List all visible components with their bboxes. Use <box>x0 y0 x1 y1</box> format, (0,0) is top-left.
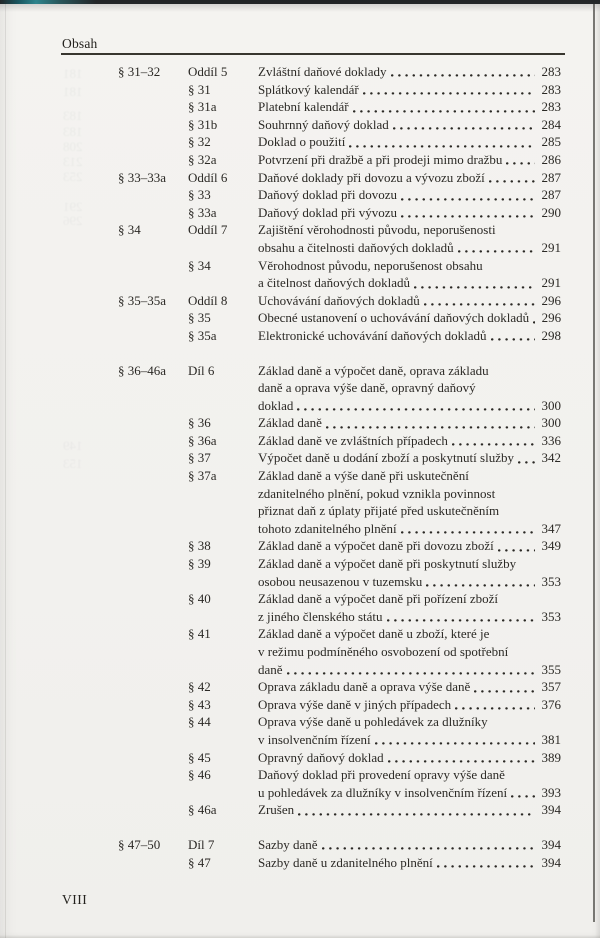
toc-title <box>258 362 561 415</box>
toc-section-range: § 47–50 <box>118 836 161 852</box>
toc-title-line <box>258 186 561 204</box>
toc-paragraph-label: § 44 <box>188 714 211 730</box>
toc-entry <box>118 625 561 678</box>
toc-title <box>258 537 561 555</box>
toc-title-text: Platební kalendář <box>258 99 349 115</box>
toc-paragraph-label: Díl 6 <box>188 362 215 378</box>
toc-title-text: Opravný daňový doklad <box>258 749 384 765</box>
scan-right-edge-outer <box>595 4 600 938</box>
toc-title <box>258 292 561 310</box>
toc-title <box>258 414 561 432</box>
toc-title <box>258 449 561 467</box>
toc-title-line <box>258 449 561 467</box>
dot-leader <box>387 619 535 622</box>
toc-title-line <box>258 221 561 239</box>
toc-entry <box>118 432 561 450</box>
toc-paragraph-label: § 31a <box>188 99 217 115</box>
toc-entry <box>118 98 561 116</box>
page-folio: VIII <box>62 892 88 907</box>
toc-paragraph-label: § 39 <box>188 556 211 572</box>
toc-paragraph-label: § 43 <box>188 696 211 712</box>
toc-title-text: Základ daně a výpočet daně u zboží, které je <box>258 626 490 642</box>
toc-paragraph-label: § 46a <box>188 802 217 818</box>
toc-entry <box>118 766 561 801</box>
toc-title <box>258 133 561 151</box>
toc-entry <box>118 696 561 714</box>
toc-title-line <box>258 98 561 116</box>
toc-title-line <box>258 309 561 327</box>
toc-title-text: Zvláštní daňové doklady <box>258 64 387 79</box>
toc-title-line <box>258 643 561 661</box>
bleedthrough-number: 181 <box>63 66 83 81</box>
toc-title-text: Doklad o použití <box>258 134 346 150</box>
toc-title-text: Uchovávání daňových dokladů <box>258 292 420 308</box>
toc-title-text: Daňový doklad při dovozu <box>258 187 398 203</box>
toc-title-line <box>258 749 561 767</box>
toc-paragraph-label: § 31 <box>188 81 211 97</box>
toc-page-number: 283 <box>541 99 561 115</box>
toc-entry <box>118 133 561 151</box>
toc-page-number: 285 <box>541 134 561 150</box>
toc-page-number: 283 <box>541 64 561 79</box>
toc-paragraph-label: § 37a <box>188 468 217 484</box>
toc-page-number: 296 <box>541 310 562 326</box>
toc-title-line <box>258 590 561 608</box>
toc-paragraph-label: § 33a <box>188 204 217 220</box>
toc-entry <box>118 151 561 169</box>
toc-section-range: § 36–46a <box>118 362 167 378</box>
toc-title <box>258 169 561 187</box>
toc-section-range: § 34 <box>118 222 141 238</box>
toc-entry <box>118 116 561 134</box>
toc-entry <box>118 362 561 415</box>
toc-title-line <box>258 502 561 520</box>
toc-title <box>258 327 561 345</box>
dot-leader <box>349 145 535 148</box>
toc-entry <box>118 186 561 204</box>
dot-leader <box>474 690 535 693</box>
toc-paragraph-label: Oddíl 5 <box>188 64 228 79</box>
dot-leader <box>506 162 535 165</box>
toc-paragraph-label: § 37 <box>188 450 211 466</box>
toc-paragraph-label: § 32a <box>188 151 217 167</box>
toc-title <box>258 766 561 801</box>
toc-title-text: Základ daně <box>258 415 322 431</box>
toc-entry <box>118 221 561 256</box>
dot-leader <box>393 127 535 130</box>
toc-title-line <box>258 555 561 573</box>
toc-title-line <box>258 169 561 187</box>
toc-page-number: 284 <box>541 116 561 132</box>
toc-title-line <box>258 116 561 134</box>
toc-entry <box>118 257 561 292</box>
toc-title-text: Základ daně a výpočet daně, oprava základu <box>258 362 489 378</box>
toc-title-line <box>258 731 561 749</box>
toc-title-text: a čitelnost daňových dokladů <box>258 275 410 291</box>
toc-title-text: Základ daně a výpočet daně při dovozu zboží <box>258 538 494 554</box>
toc-page-number: 290 <box>541 204 561 220</box>
toc-page-number: 336 <box>541 432 561 448</box>
toc-title-text: Oprava základu daně a oprava výše daně <box>258 679 471 695</box>
toc-page-number: 342 <box>541 450 561 466</box>
toc-title-line <box>258 239 561 257</box>
toc-entry <box>118 63 561 81</box>
toc-title <box>258 467 561 537</box>
toc-title <box>258 309 561 327</box>
toc-title-line <box>258 274 561 292</box>
toc-title-line <box>258 362 561 380</box>
toc-paragraph-label: § 42 <box>188 679 211 695</box>
toc-paragraph-label: § 31b <box>188 116 218 132</box>
dot-leader <box>401 531 535 534</box>
toc-entry <box>118 590 561 625</box>
toc-title <box>258 432 561 450</box>
toc-page-number: 376 <box>541 696 561 712</box>
bleedthrough-number: 291 <box>63 199 83 214</box>
toc-page-number: 381 <box>541 731 561 747</box>
toc-entry <box>118 801 561 819</box>
dot-leader <box>455 707 535 710</box>
toc-section-range: § 35–35a <box>118 292 167 308</box>
table-of-contents <box>118 63 561 871</box>
toc-title-line <box>258 397 561 415</box>
scan-left-edge <box>5 4 6 938</box>
toc-title-text: Zrušen <box>258 802 295 818</box>
toc-title-text: tohoto zdanitelného plnění <box>258 520 397 536</box>
toc-title-line <box>258 485 561 503</box>
toc-paragraph-label: § 36a <box>188 432 217 448</box>
toc-title <box>258 221 561 256</box>
toc-title-line <box>258 327 561 345</box>
scan-top-edge-shadow <box>0 4 600 12</box>
bleedthrough-number: 213 <box>63 154 83 169</box>
toc-entry <box>118 749 561 767</box>
toc-title-line <box>258 257 561 275</box>
dot-leader <box>326 426 535 429</box>
toc-title <box>258 749 561 767</box>
toc-title-text: Daňový doklad při provedení opravy výše daně <box>258 767 505 783</box>
toc-entry <box>118 537 561 555</box>
toc-title-text: Daňový doklad při vývozu <box>258 204 398 220</box>
toc-title-text: z jiného členského státu <box>258 608 383 624</box>
toc-title-line <box>258 625 561 643</box>
toc-page-number: 394 <box>541 836 561 852</box>
toc-title-text: doklad <box>258 397 294 413</box>
toc-title <box>258 555 561 590</box>
toc-title-text: Základ daně ve zvláštních případech <box>258 432 448 448</box>
bleedthrough-number: 253 <box>63 169 83 184</box>
toc-title-line <box>258 379 561 397</box>
toc-page-number: 300 <box>541 397 561 413</box>
toc-title <box>258 801 561 819</box>
toc-title-line <box>258 661 561 679</box>
running-head-rule <box>61 53 565 55</box>
toc-entry <box>118 309 561 327</box>
toc-title-line <box>258 573 561 591</box>
dot-leader <box>426 584 535 587</box>
bleedthrough-number: 183 <box>63 108 83 123</box>
toc-page-number: 347 <box>541 520 561 536</box>
dot-leader <box>414 286 535 289</box>
toc-page-number: 287 <box>541 169 561 185</box>
toc-title-text: Splátkový kalendář <box>258 81 359 97</box>
toc-title-line <box>258 696 561 714</box>
toc-title <box>258 696 561 714</box>
toc-title-line <box>258 608 561 626</box>
toc-title-line <box>258 766 561 784</box>
bleedthrough-number: 153 <box>63 456 83 471</box>
toc-title-line <box>258 151 561 169</box>
toc-title <box>258 590 561 625</box>
toc-title <box>258 625 561 678</box>
toc-title-line <box>258 713 561 731</box>
toc-title <box>258 854 561 872</box>
toc-entry <box>118 169 561 187</box>
dot-leader <box>458 250 535 253</box>
toc-entry <box>118 414 561 432</box>
toc-page-number: 389 <box>541 749 561 765</box>
bleedthrough-number: 181 <box>63 84 83 99</box>
toc-page-number: 349 <box>541 538 561 554</box>
toc-page-number: 287 <box>541 187 561 203</box>
dot-leader <box>437 865 535 868</box>
toc-paragraph-label: Oddíl 7 <box>188 222 228 238</box>
toc-title <box>258 63 561 81</box>
toc-title-text: Obecné ustanovení o uchovávání daňových dokladů <box>258 310 530 326</box>
running-head: Obsah <box>62 36 98 51</box>
toc-title-line <box>258 801 561 819</box>
toc-title <box>258 81 561 99</box>
toc-title-line <box>258 854 561 872</box>
toc-title-line <box>258 81 561 99</box>
toc-page-number: 394 <box>541 854 561 870</box>
toc-entry <box>118 713 561 748</box>
toc-title <box>258 257 561 292</box>
toc-entry <box>118 292 561 310</box>
toc-paragraph-label: § 45 <box>188 749 211 765</box>
toc-title-text: Základ daně a výše daně při uskutečnění <box>258 468 469 484</box>
toc-title-line <box>258 537 561 555</box>
bleedthrough-number: 296 <box>63 213 83 228</box>
toc-page-number: 283 <box>541 81 561 97</box>
dot-leader <box>511 795 535 798</box>
bleedthrough-number: 208 <box>63 139 83 154</box>
toc-title-text: v režimu podmíněného osvobození od spotřební <box>258 644 509 659</box>
dot-leader <box>322 847 535 850</box>
toc-title-line <box>258 204 561 222</box>
toc-page-number: 291 <box>541 275 561 291</box>
dot-leader <box>375 742 535 745</box>
toc-title-text: Sazby daně <box>258 836 318 852</box>
toc-title-text: obsahu a čitelnosti daňových dokladů <box>258 239 454 255</box>
toc-title <box>258 98 561 116</box>
toc-entry <box>118 327 561 345</box>
toc-title-text: daně <box>258 661 283 677</box>
bleedthrough-number: 183 <box>63 124 83 139</box>
toc-page-number: 353 <box>541 573 561 589</box>
toc-title-text: Oprava výše daně u pohledávek za dlužníky <box>258 714 488 730</box>
toc-entry <box>118 467 561 537</box>
toc-paragraph-label: Oddíl 8 <box>188 292 228 308</box>
toc-paragraph-label: Oddíl 6 <box>188 169 228 185</box>
toc-title-line <box>258 520 561 538</box>
toc-page-number: 393 <box>541 784 561 800</box>
toc-title-line <box>258 836 561 854</box>
toc-paragraph-label: § 47 <box>188 854 211 870</box>
toc-title-line <box>258 467 561 485</box>
toc-title <box>258 204 561 222</box>
dot-leader <box>401 198 535 201</box>
toc-title-line <box>258 678 561 696</box>
dot-leader <box>498 549 535 552</box>
toc-paragraph-label: § 36 <box>188 415 211 431</box>
toc-entry <box>118 204 561 222</box>
dot-leader <box>391 74 535 77</box>
toc-entry <box>118 555 561 590</box>
toc-page-number: 355 <box>541 661 561 677</box>
toc-paragraph-label: Díl 7 <box>188 836 215 852</box>
toc-entry <box>118 81 561 99</box>
toc-title-text: Potvrzení při dražbě a při prodeji mimo dražbu <box>258 151 503 167</box>
toc-entry <box>118 854 561 872</box>
toc-title-line <box>258 292 561 310</box>
dot-leader <box>518 461 535 464</box>
toc-title <box>258 678 561 696</box>
toc-section-range: § 33–33a <box>118 169 167 185</box>
toc-paragraph-label: § 35a <box>188 327 217 343</box>
toc-paragraph-label: § 35 <box>188 310 211 326</box>
toc-title-text: Sazby daně u zdanitelného plnění <box>258 854 433 870</box>
toc-section-range: § 31–32 <box>118 64 161 79</box>
toc-page-number: 300 <box>541 415 561 431</box>
toc-title-text: Základ daně a výpočet daně při pořízení zboží <box>258 591 499 607</box>
bleedthrough-number: 149 <box>63 438 83 453</box>
toc-title-line <box>258 432 561 450</box>
toc-page-number: 286 <box>541 151 561 167</box>
dot-leader <box>298 813 535 816</box>
toc-paragraph-label: § 46 <box>188 767 211 783</box>
dot-leader <box>533 321 535 324</box>
toc-title-line <box>258 133 561 151</box>
toc-title-text: Základ daně a výpočet daně při poskytnutí služby <box>258 556 517 572</box>
dot-leader <box>401 215 535 218</box>
toc-title-text: přiznat daň z úplaty přijaté před uskutečněním <box>258 503 500 519</box>
toc-entry <box>118 836 561 854</box>
toc-paragraph-label: § 32 <box>188 134 211 150</box>
toc-entry <box>118 678 561 696</box>
toc-title <box>258 116 561 134</box>
toc-paragraph-label: § 40 <box>188 591 211 607</box>
toc-page-number: 298 <box>541 327 561 343</box>
toc-paragraph-label: § 34 <box>188 257 211 273</box>
dot-leader <box>491 338 535 341</box>
toc-paragraph-label: § 38 <box>188 538 211 554</box>
toc-title-text: v insolvenčním řízení <box>258 731 371 747</box>
toc-title-text: Oprava výše daně v jiných případech <box>258 696 452 712</box>
dot-leader <box>424 303 535 306</box>
toc-title-text: osobou neusazenou v tuzemsku <box>258 573 423 589</box>
toc-title-line <box>258 63 561 81</box>
dot-leader <box>452 443 535 446</box>
toc-title-text: daně a oprava výše daně, opravný daňový <box>258 380 476 396</box>
toc-page-number: 296 <box>541 292 561 308</box>
toc-title <box>258 186 561 204</box>
toc-paragraph-label: § 41 <box>188 626 211 642</box>
dot-leader <box>353 110 535 113</box>
toc-entry <box>118 449 561 467</box>
toc-page-number: 291 <box>541 239 561 255</box>
toc-title-text: Daňové doklady při dovozu a vývozu zboží <box>258 169 485 185</box>
dot-leader <box>388 760 535 763</box>
toc-title-text: Souhrnný daňový doklad <box>258 116 389 132</box>
toc-title <box>258 836 561 854</box>
toc-title-line <box>258 414 561 432</box>
toc-title-text: Výpočet daně u dodání zboží a poskytnutí služby <box>258 450 514 466</box>
toc-title-text: Věrohodnost původu, neporušenost obsahu <box>258 257 483 273</box>
toc-title-text: Elektronické uchovávání daňových dokladů <box>258 327 487 343</box>
dot-leader <box>287 672 535 675</box>
toc-paragraph-label: § 33 <box>188 187 211 203</box>
toc-title-text: Zajištění věrohodnosti původu, neporušenosti <box>258 222 496 238</box>
toc-title <box>258 151 561 169</box>
toc-page-number: 394 <box>541 802 561 818</box>
toc-title-text: zdanitelného plnění, pokud vznikla povinnost <box>258 485 496 501</box>
toc-title <box>258 713 561 748</box>
toc-title-line <box>258 784 561 802</box>
dot-leader <box>297 408 535 411</box>
toc-page-number: 353 <box>541 608 561 624</box>
dot-leader <box>489 180 535 183</box>
toc-page-number: 357 <box>541 679 561 695</box>
dot-leader <box>363 92 535 95</box>
toc-title-text: u pohledávek za dlužníky v insolvenčním řízení <box>258 784 508 800</box>
